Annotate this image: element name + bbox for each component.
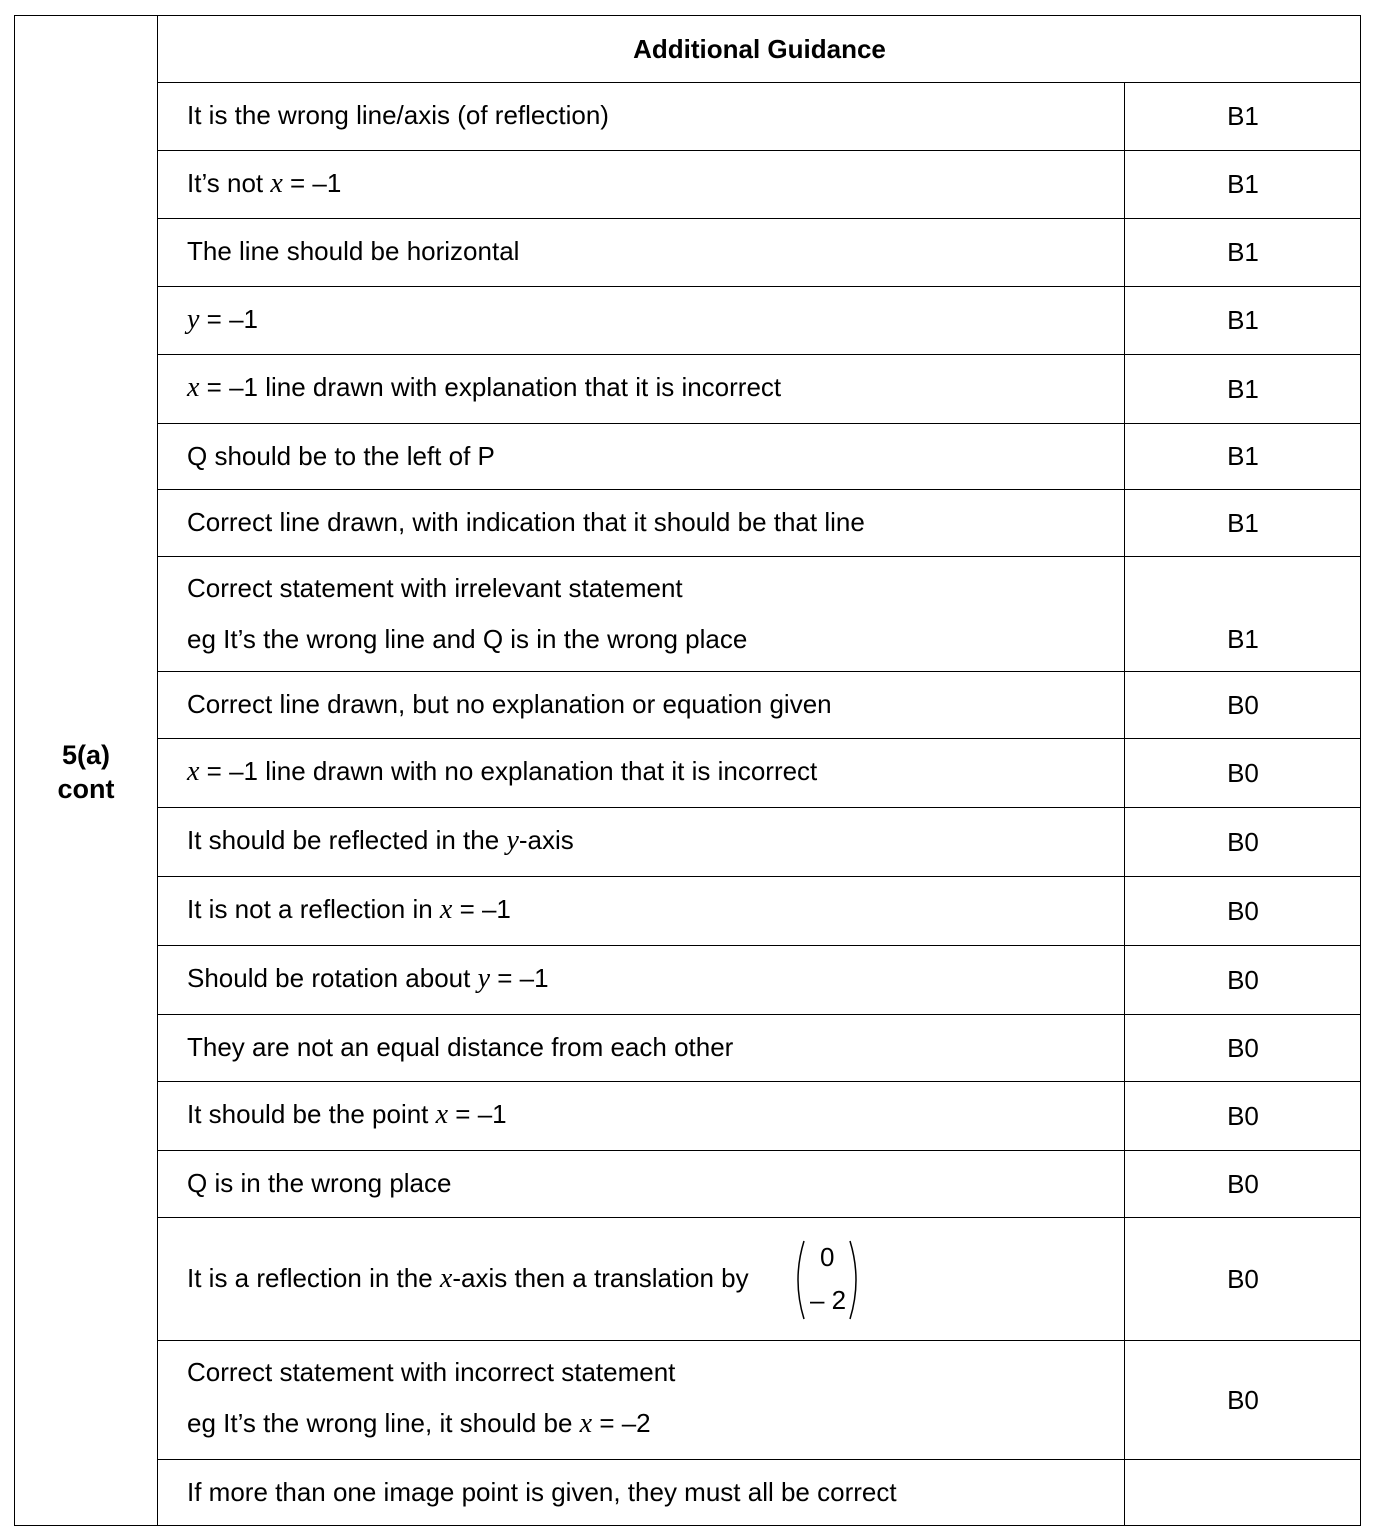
- text-part: It should be reflected in the: [187, 825, 507, 855]
- text-part: = –1: [282, 168, 342, 198]
- variable: x: [187, 756, 200, 787]
- answer-text: They are not an equal distance from each other: [187, 1032, 734, 1062]
- mark-cell: B0: [1227, 1263, 1259, 1294]
- text-part: -axis then a translation by: [452, 1263, 749, 1293]
- answer-text: [187, 963, 549, 995]
- variable: x: [579, 1408, 593, 1439]
- mark-cell: B1: [1227, 441, 1259, 471]
- mark-cell: B0: [1227, 1100, 1259, 1131]
- table-row: [158, 1340, 1361, 1459]
- answer-text: [187, 168, 341, 200]
- question-column: [15, 16, 158, 1525]
- table-row: [158, 1217, 1361, 1340]
- variable: x: [435, 1099, 449, 1130]
- mark-cell: B0: [1227, 895, 1259, 926]
- table-row: [158, 807, 1361, 876]
- table-row: [158, 876, 1361, 945]
- text-part: = –1 line drawn with no explanation that it is incorrect: [199, 756, 818, 786]
- table-row: [158, 1150, 1361, 1217]
- answer-cell: [158, 1151, 1125, 1217]
- answer-text-line-2: [187, 1408, 651, 1440]
- answer-text-line-1: Correct statement with irrelevant statement: [187, 573, 683, 603]
- answer-cell: [158, 287, 1125, 354]
- table-row: [158, 286, 1361, 354]
- mark-cell: B0: [1227, 757, 1259, 788]
- mark-cell: B1: [1227, 373, 1259, 404]
- answer-text: [187, 1099, 507, 1131]
- answer-cell: [158, 672, 1125, 738]
- answer-cell: [158, 355, 1125, 423]
- mark-cell: B1: [1227, 101, 1259, 131]
- answer-text: [187, 1263, 749, 1295]
- text-part: It’s not: [187, 168, 271, 198]
- marking-table: [14, 15, 1361, 1526]
- question-label: [15, 738, 157, 806]
- table-row: [158, 945, 1361, 1014]
- answer-cell: [158, 946, 1125, 1014]
- table-row: [158, 423, 1361, 489]
- variable: x: [439, 894, 453, 925]
- answer-text: [187, 825, 574, 857]
- mark-cell: B1: [1227, 624, 1259, 654]
- mark-cell: B1: [1227, 507, 1259, 538]
- variable: y: [506, 825, 519, 856]
- table-row: [158, 82, 1361, 150]
- answer-cell: [158, 808, 1125, 876]
- text-part: -axis: [518, 825, 574, 855]
- text-part: Should be rotation about: [187, 963, 478, 993]
- answer-cell: [158, 1082, 1125, 1150]
- guidance-header: Additional Guidance: [633, 33, 886, 64]
- variable: x: [439, 1263, 453, 1294]
- answer-text: Q is in the wrong place: [187, 1168, 452, 1198]
- answer-text: Q should be to the left of P: [187, 441, 495, 471]
- answer-cell: [158, 1341, 1125, 1459]
- mark-cell: B0: [1227, 826, 1259, 857]
- mark-cell: [1125, 1460, 1361, 1525]
- answer-text: Correct line drawn, with indication that it should be that line: [187, 507, 865, 537]
- answer-text: [187, 304, 258, 336]
- answer-cell: [158, 1218, 1125, 1340]
- text-part: = –2: [592, 1408, 651, 1438]
- question-cont: cont: [57, 774, 115, 804]
- mark-cell: B1: [1227, 237, 1259, 267]
- answer-text-line-2: eg It’s the wrong line and Q is in the wrong place: [187, 624, 748, 654]
- mark-cell: B1: [1227, 305, 1259, 335]
- text-part: It should be the point: [187, 1099, 436, 1129]
- text-part: = –1: [199, 304, 258, 334]
- variable: x: [270, 168, 283, 199]
- mark-cell: B1: [1227, 169, 1259, 199]
- answer-text: Correct line drawn, but no explanation or equation given: [187, 689, 832, 719]
- variable: y: [477, 963, 490, 994]
- mark-cell: B0: [1227, 1168, 1259, 1199]
- text-part: eg It’s the wrong line, it should be: [187, 1408, 580, 1438]
- answer-text: If more than one image point is given, they must all be correct: [187, 1477, 897, 1507]
- table-row: [158, 1081, 1361, 1150]
- variable: x: [187, 372, 200, 403]
- table-row: [158, 556, 1361, 671]
- answer-text: [187, 894, 511, 926]
- text-part: It is not a reflection in: [187, 894, 440, 924]
- table-row: [158, 218, 1361, 286]
- text-part: = –1: [452, 894, 511, 924]
- answer-text: It is the wrong line/axis (of reflection): [187, 100, 609, 130]
- answer-text: [187, 756, 817, 788]
- answer-cell: [158, 1460, 1125, 1525]
- text-part: = –1: [448, 1099, 507, 1129]
- answer-text: [187, 372, 781, 404]
- text-part: It is a reflection in the: [187, 1263, 440, 1293]
- table-row: [158, 738, 1361, 807]
- answer-cell: [158, 1015, 1125, 1081]
- table-row: [158, 489, 1361, 556]
- text-part: = –1: [490, 963, 549, 993]
- answer-cell: [158, 557, 1125, 671]
- table-row: [158, 1459, 1361, 1525]
- text-part: = –1 line drawn with explanation that it is incorrect: [199, 372, 782, 402]
- answer-cell: [158, 739, 1125, 807]
- mark-cell: B0: [1227, 1032, 1259, 1063]
- variable: y: [187, 304, 200, 335]
- table-row: [158, 671, 1361, 738]
- answer-cell: [158, 490, 1125, 556]
- question-number: 5(a): [61, 740, 110, 770]
- mark-cell: B0: [1227, 1384, 1259, 1415]
- mark-cell: B0: [1227, 964, 1259, 995]
- table-row: [158, 150, 1361, 218]
- answer-cell: [158, 83, 1125, 150]
- guidance-header-row: [158, 16, 1361, 82]
- answer-cell: [158, 877, 1125, 945]
- mark-cell: B0: [1227, 689, 1259, 720]
- table-row: [158, 354, 1361, 423]
- vector-bottom: – 2: [810, 1285, 847, 1315]
- answer-cell: [158, 424, 1125, 489]
- answer-cell: [158, 219, 1125, 286]
- column-vector: [794, 1239, 860, 1321]
- answer-text-line-1: Correct statement with incorrect statement: [187, 1357, 676, 1387]
- answer-text: The line should be horizontal: [187, 236, 520, 266]
- answer-cell: [158, 151, 1125, 218]
- vector-top: 0: [820, 1242, 835, 1272]
- table-row: [158, 1014, 1361, 1081]
